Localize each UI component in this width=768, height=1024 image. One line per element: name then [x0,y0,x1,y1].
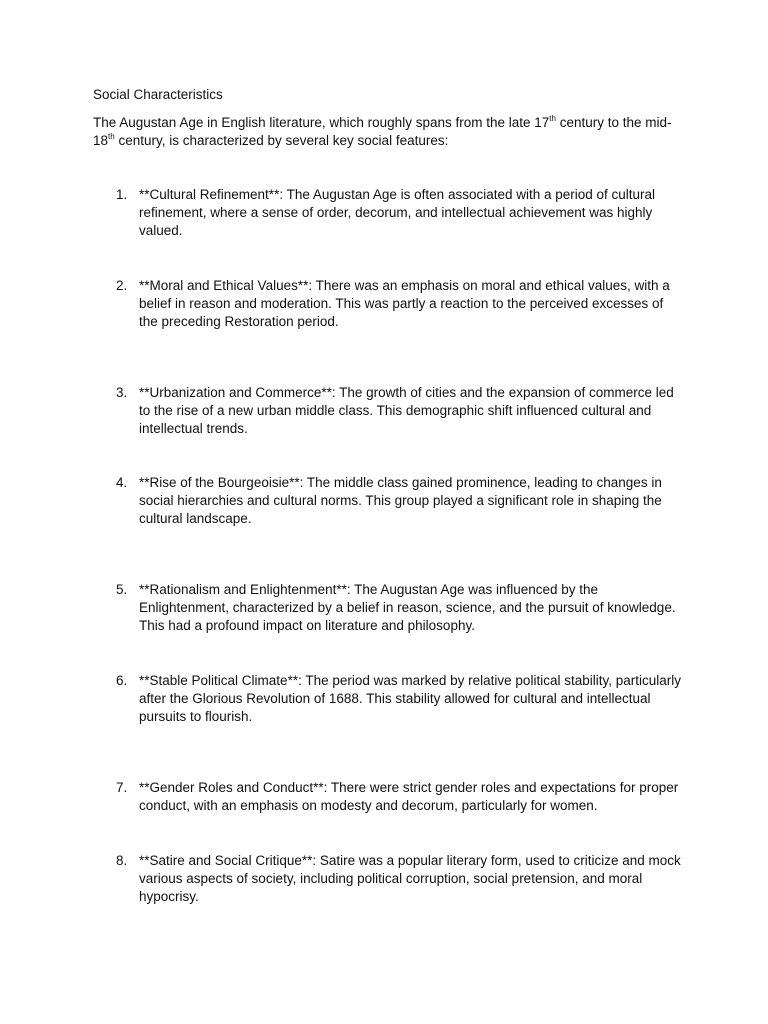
list-item-text: **Satire and Social Critique**: Satire was a popular literary form, used to criticize and mock various aspects of society, including political corruption, social pretension, and moral hypocrisy. [139,853,681,904]
ordinal-superscript-2: th [108,131,115,141]
list-item-text: **Stable Political Climate**: The period was marked by relative political stability, particularly after the Glorious Revolution of 1688. This stability allowed for cultural and intellectual pursuits to flourish. [139,673,681,724]
intro-text-part-1: The Augustan Age in English literature, which roughly spans from the late 17 [93,115,550,130]
list-item-text: **Rationalism and Enlightenment**: The Augustan Age was influenced by the Enlightenment, characterized by a belief in reason, science, and the pursuit of knowledge. This had a profound impact on literature and philosophy. [139,582,676,633]
list-number: 2. [116,278,128,293]
page-title: Social Characteristics [93,87,223,102]
list-item-text: **Gender Roles and Conduct**: There were strict gender roles and expectations for proper conduct, with an emphasis on modesty and decorum, particularly for women. [139,780,679,813]
list-item-text: **Rise of the Bourgeoisie**: The middle class gained prominence, leading to changes in social hierarchies and cultural norms. This group played a significant role in shaping the cultural landscape. [139,475,662,526]
ordinal-superscript-1: th [549,113,556,123]
intro-paragraph [93,114,693,150]
list-number: 6. [116,673,128,688]
list-item-text: **Cultural Refinement**: The Augustan Age is often associated with a period of cultural refinement, where a sense of order, decorum, and intellectual achievement was highly valued. [139,187,656,238]
list-item-text: **Moral and Ethical Values**: There was an emphasis on moral and ethical values, with a belief in reason and moderation. This was partly a reaction to the perceived excesses of the preceding Restoration period. [139,278,670,329]
list-number: 4. [116,475,128,490]
intro-text-part-2: century to the mid-18 [93,115,672,148]
list-item-text: **Urbanization and Commerce**: The growth of cities and the expansion of commerce led to the rise of a new urban middle class. This demographic shift influenced cultural and intellectual trends. [139,385,674,436]
list-number: 7. [116,780,128,795]
list-number: 1. [116,187,128,202]
list-number: 8. [116,853,128,868]
intro-text-part-3: century, is characterized by several key social features: [114,133,449,148]
list-number: 3. [116,385,128,400]
list-number: 5. [116,582,128,597]
